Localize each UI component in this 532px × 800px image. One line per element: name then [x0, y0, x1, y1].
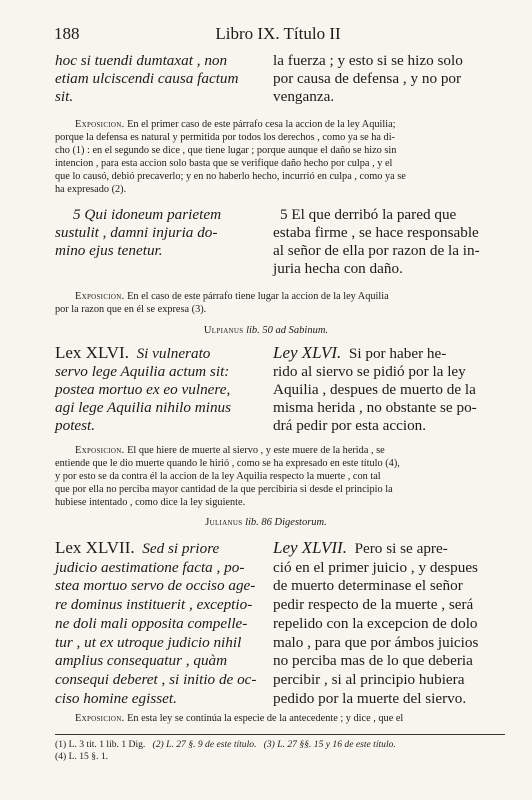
- exposicion-4: Exposicion. En esta ley se continúa la especie de la antecedente ; y dice , que el: [75, 713, 404, 724]
- page-header: [54, 24, 502, 46]
- source-heading-julianus: Julianus lib. 86 Digestorum.: [205, 517, 327, 528]
- exposicion-2: Exposicion. En el caso de este párrafo tiene lugar la accion de la ley Aquilia por la razon que en él se expresa (3).: [55, 291, 389, 316]
- footnote-4: (4) L. 15 §. 1.: [55, 751, 109, 762]
- footnote-rule: [55, 734, 505, 735]
- exposicion-1: Exposicion. En el primer caso de este párrafo cesa la accion de la ley Aquilia; porque la defensa es natural y permitida por todos los derechos , como ya se ha di- cho (1) : en el segundo se dice , que tiene lugar ; porque aunque el daño se hizo sin intencion , para esta accion solo basta que se verifique daño hecho por culpa , y el que lo causó, debió precaverlo; y en no haberlo hecho, incurrió en culpa , como ya se ha expresado (2).: [55, 119, 406, 196]
- footnote-3: (3) L. 27 §§. 15 y 16 de este título.: [263, 739, 396, 750]
- spanish-text-block-2: 5 El que derribó la pared que estaba firme , se hace responsable al señor de ella por razon de la in- juria hecha con daño.: [273, 206, 480, 277]
- spanish-text-block-1: la fuerza ; y esto si se hizo solo por causa de defensa , y no por venganza.: [273, 52, 463, 105]
- footnotes: [55, 739, 396, 763]
- exposicion-3: Exposicion. El que hiere de muerte al siervo , y este muere de la herida , se entiende que le dio muerte quando le hirió , como se ha expresado en este título (4), y por esto se da contra él la accion de la ley Aquilia respecto la muerte , con tal que por ella no perciba mayor cantidad de la que percibiria si desde el principio la hubiese intentado , como dice la ley siguiente.: [55, 445, 400, 509]
- latin-lex-47: Lex XLVII. Sed si priore judicio aestimatione facta , po- stea mortuo servo de occiso age- re dominus instituerit , exceptio- ne doli mali opposita compelle- tur , ut ex utroque judicio nihil amplius consequatur , quàm consequi deberet , si initio de oc- ciso homine egisset.: [55, 538, 257, 707]
- spanish-ley-46: Ley XLVI. Si por haber he- rido al siervo se pidió por la ley Aquilia , despues de muerto de la misma herida , no obstante se po- drá pedir por esta accion.: [273, 343, 477, 434]
- exposicion-label: Exposicion.: [75, 291, 125, 302]
- footnote-1: (1) L. 3 tit. 1 lib. 1 Dig.: [55, 739, 146, 750]
- spanish-ley-47: Ley XLVII. Pero si se apre- ció en el primer juicio , y despues de muerto determinase el señor pedir respecto de la muerte , será repelido con la excepcion de dolo malo , para que por ámbos juicios no perciba mas de lo que deberia percibir , si al principio hubiera pedido por la muerte del siervo.: [273, 538, 479, 707]
- exposicion-label: Exposicion.: [75, 713, 125, 724]
- exposicion-label: Exposicion.: [75, 119, 125, 130]
- source-heading-ulpianus: Ulpianus lib. 50 ad Sabinum.: [203, 325, 329, 336]
- ley-label: Ley XLVI.: [273, 343, 342, 362]
- ley-label: Ley XLVII.: [273, 538, 347, 557]
- lex-label: Lex XLVII.: [55, 538, 135, 557]
- page-number: 188: [54, 24, 80, 43]
- running-title: Libro IX. Título II: [215, 24, 341, 43]
- latin-text-block-2: 5 Qui idoneum parietem sustulit , damni injuria do- mino ejus tenetur.: [55, 206, 222, 259]
- latin-lex-46: Lex XLVI. Si vulnerato servo lege Aquilia actum sit: postea mortuo ex eo vulnere, agi lege Aquilia nihilo minus potest.: [55, 343, 232, 434]
- exposicion-label: Exposicion.: [75, 445, 125, 456]
- latin-text-block-1: hoc si tuendi dumtaxat , non etiam ulciscendi causa factum sit.: [55, 52, 239, 105]
- footnote-2: (2) L. 27 §. 9 de este título.: [152, 739, 257, 750]
- lex-label: Lex XLVI.: [55, 343, 129, 362]
